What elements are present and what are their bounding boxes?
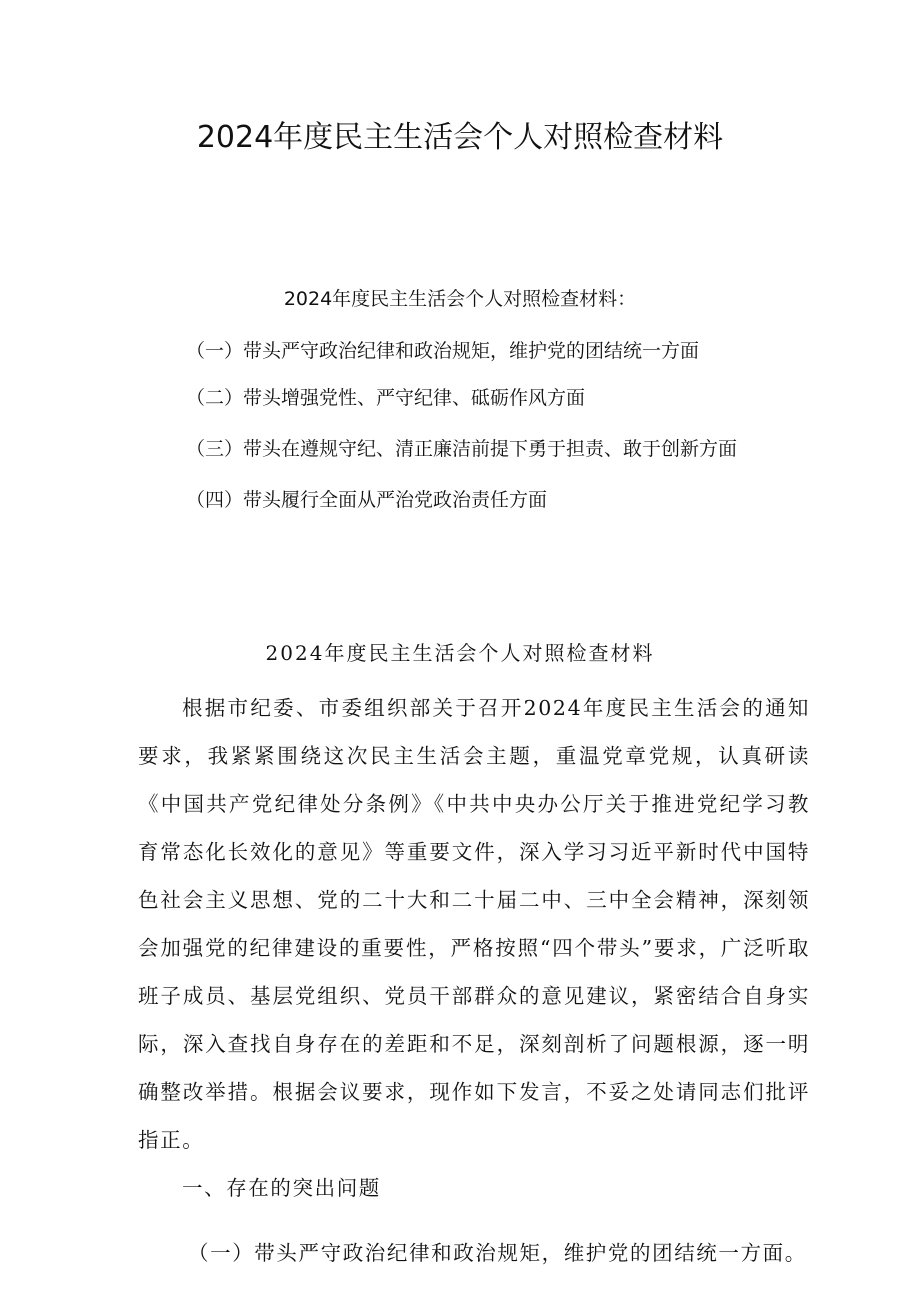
toc-heading: 2024年度民主生活会个人对照检查材料： <box>283 288 637 310</box>
body-title: 2024年度民主生活会个人对照检查材料 <box>265 641 655 665</box>
toc-item: （一）带头严守政治纪律和政治规矩，维护党的团结统一方面 <box>186 340 700 362</box>
toc-item: （二）带头增强党性、严守纪律、砥砺作风方面 <box>186 387 586 409</box>
document-title: 2024年度民主生活会个人对照检查材料 <box>196 120 724 155</box>
toc-item: （三）带头在遵规守纪、清正廉洁前提下勇于担责、敢于创新方面 <box>186 438 738 460</box>
intro-paragraph: 根据市纪委、市委组织部关于召开2024年度民主生活会的通知要求，我紧紧围绕这次民主生活会主题，重温党章党规，认真研读《中国共产党纪律处分条例》《中共中央办公厅关于推进党纪学习教育常态化长效化的意见》等重要文件，深入学习习近平新时代中国特色社会主义思想、党的二十大和二十届二中、三中全会精神，深刻领会加强党的纪律建设的重要性，严格按照“四个带头”要求，广泛听取班子成员、基层党组织、党员干部群众的意见建议，紧密结合自身实际，深入查找自身存在的差距和不足，深刻剖析了问题根源，逐一明确整改举措。根据会议要求，现作如下发言，不妥之处请同志们批评指正。 <box>138 696 810 1152</box>
section-heading: 一、存在的突出问题 <box>182 1176 381 1200</box>
subsection-heading: （一）带头严守政治纪律和政治规矩，维护党的团结统一方面。 <box>188 1241 807 1265</box>
toc-item: （四）带头履行全面从严治党政治责任方面 <box>186 489 548 511</box>
